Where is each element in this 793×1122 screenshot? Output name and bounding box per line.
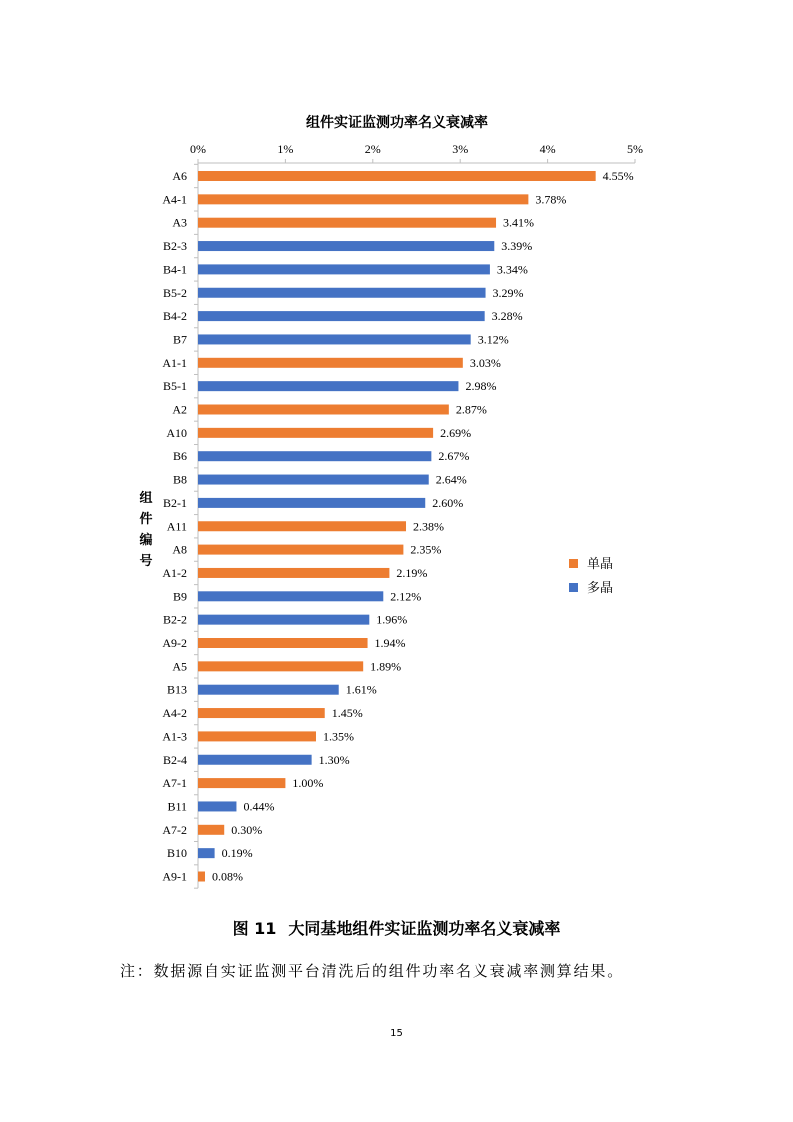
bar: [198, 685, 339, 695]
data-label: 1.45%: [331, 706, 363, 721]
legend: [569, 557, 613, 596]
y-tick-label: A1-2: [162, 565, 187, 580]
legend-label: 单晶: [587, 557, 614, 572]
y-tick-label: A9-2: [162, 636, 187, 650]
bar: [198, 638, 368, 648]
y-tick-label: B5-2: [163, 285, 187, 300]
y-tick-label: B7: [172, 332, 187, 347]
bar: [198, 475, 429, 485]
y-tick-label: A2: [172, 402, 187, 417]
bar: [198, 451, 431, 461]
figure-number: 图 11: [232, 919, 277, 938]
x-tick-label: 1%: [277, 142, 294, 156]
bar: [198, 778, 285, 788]
data-label: 2.67%: [438, 449, 470, 464]
data-label: 1.94%: [374, 636, 406, 650]
y-tick-label: A3: [172, 215, 187, 230]
y-tick-label: A7-2: [162, 822, 187, 837]
y-tick-label: B11: [167, 799, 187, 814]
bar: [198, 218, 496, 228]
bar: [198, 801, 236, 811]
data-label: 0.30%: [231, 822, 263, 837]
data-label: 2.19%: [396, 565, 428, 580]
bar: [198, 615, 369, 625]
data-label: 2.38%: [413, 519, 445, 534]
bar: [198, 591, 383, 601]
x-axis: [190, 142, 643, 163]
data-label: 1.00%: [292, 776, 324, 791]
data-label: 0.19%: [221, 846, 253, 861]
data-label: 2.87%: [455, 402, 487, 417]
bar: [198, 568, 389, 578]
bar: [198, 241, 494, 251]
x-tick-label: 4%: [539, 142, 556, 156]
y-axis-label-char: 组: [139, 491, 153, 506]
data-label: 1.89%: [370, 659, 402, 674]
y-tick-label: B2-4: [163, 752, 187, 767]
y-tick-label: B2-1: [163, 495, 187, 510]
bar: [198, 358, 463, 368]
bar: [198, 171, 596, 181]
bar: [198, 498, 425, 508]
data-label: 3.78%: [535, 192, 567, 207]
y-tick-label: B5-1: [163, 379, 187, 394]
bar: [198, 288, 486, 298]
data-label: 2.12%: [390, 589, 422, 604]
y-tick-label: B2-3: [163, 239, 187, 254]
data-label: 3.41%: [503, 215, 535, 230]
bar: [198, 264, 490, 274]
data-label: 2.69%: [440, 425, 472, 440]
data-label: 2.60%: [432, 495, 464, 510]
data-label: 2.64%: [435, 472, 467, 487]
data-label: 3.28%: [491, 309, 523, 324]
data-label: 3.39%: [501, 239, 533, 254]
data-label: 3.12%: [477, 332, 509, 347]
y-tick-label: A7-1: [162, 776, 187, 791]
y-tick-label: B8: [172, 472, 187, 487]
bars: [198, 169, 634, 884]
y-tick-label: B9: [172, 589, 187, 604]
data-label: 2.98%: [465, 379, 497, 394]
figure-note: 注：数据源自实证监测平台清洗后的组件功率名义衰减率测算结果。: [120, 962, 625, 980]
data-label: 4.55%: [602, 169, 634, 183]
y-tick-label: B4-1: [163, 262, 187, 277]
data-label: 0.44%: [243, 799, 275, 814]
legend-swatch: [569, 583, 578, 592]
chart-title: 组件实证监测功率名义衰减率: [306, 115, 488, 131]
data-label: 3.34%: [496, 262, 528, 277]
bar: [198, 381, 458, 391]
bar: [198, 731, 316, 741]
bar: [198, 872, 205, 882]
data-label: 0.08%: [211, 869, 243, 884]
data-label: 3.29%: [492, 285, 524, 300]
y-tick-label: A1-3: [162, 729, 187, 744]
bar: [198, 521, 406, 531]
y-tick-label: A10: [166, 425, 187, 440]
data-label: 3.03%: [469, 355, 501, 370]
y-axis: [162, 163, 198, 888]
legend-label: 多晶: [587, 581, 614, 596]
data-label: 1.30%: [318, 752, 350, 767]
bar: [198, 405, 449, 415]
y-tick-label: A6: [172, 169, 187, 183]
y-tick-label: A8: [172, 542, 187, 557]
bar: [198, 708, 325, 718]
y-tick-label: B10: [166, 846, 187, 861]
x-tick-label: 2%: [364, 142, 381, 156]
bar: [198, 428, 433, 438]
x-tick-label: 3%: [452, 142, 469, 156]
figure-caption: [0, 916, 793, 939]
y-tick-label: B6: [172, 449, 187, 464]
y-axis-label-char: 件: [139, 512, 153, 527]
x-tick-label: 5%: [627, 142, 643, 156]
bar: [198, 661, 363, 671]
y-tick-label: A11: [166, 519, 187, 534]
y-axis-label: [139, 490, 152, 569]
y-tick-label: A5: [172, 659, 187, 674]
y-tick-label: A9-1: [162, 869, 187, 884]
figure-caption-text: 大同基地组件实证监测功率名义衰减率: [288, 919, 561, 938]
y-tick-label: A4-1: [162, 192, 187, 207]
bar: [198, 194, 528, 204]
y-tick-label: B2-2: [163, 612, 187, 627]
bar: [198, 825, 224, 835]
bar: [198, 334, 471, 344]
bar: [198, 848, 215, 858]
bar: [198, 311, 485, 321]
data-label: 1.35%: [322, 729, 354, 744]
page-number: 15: [390, 1028, 403, 1039]
data-label: 1.96%: [376, 612, 408, 627]
bar: [198, 755, 312, 765]
y-tick-label: B4-2: [163, 309, 187, 324]
y-tick-label: A1-1: [162, 355, 187, 370]
y-axis-label-char: 号: [139, 554, 153, 569]
bar: [198, 545, 403, 555]
data-label: 2.35%: [410, 542, 442, 557]
y-tick-label: B13: [166, 682, 187, 697]
y-tick-label: A4-2: [162, 706, 187, 721]
data-label: 1.61%: [345, 682, 377, 697]
x-tick-label: 0%: [190, 142, 206, 156]
y-axis-label-char: 编: [139, 533, 153, 548]
legend-swatch: [569, 559, 578, 568]
